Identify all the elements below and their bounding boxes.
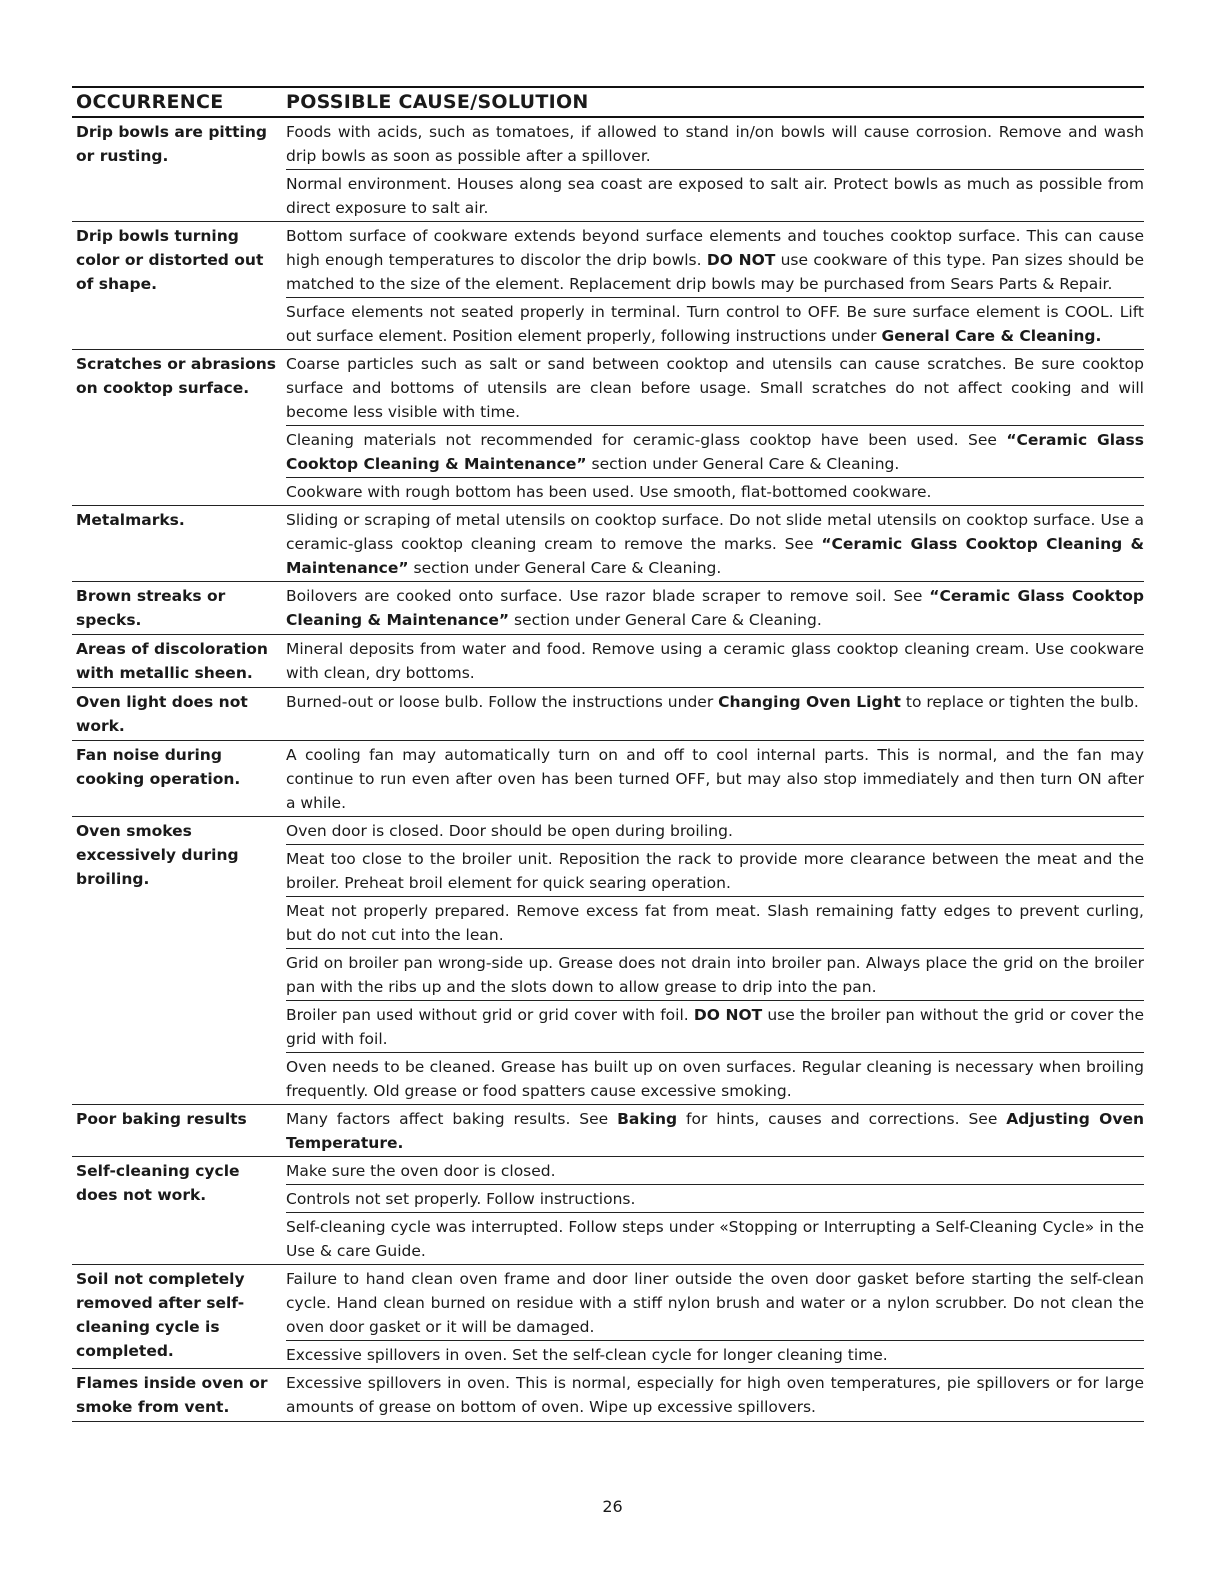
solutions-cell [286, 817, 1144, 1104]
emphasis-text: “Ceramic Glass Cooktop Cleaning & Maintenance” [286, 587, 1144, 629]
solution-segment: section under General Care & Cleaning. [408, 559, 722, 577]
solution-segment: Burned-out or loose bulb. Follow the instructions under [286, 693, 719, 711]
solution-text [286, 897, 1144, 949]
table-row [72, 118, 1144, 222]
solution-segment: to replace or tighten the bulb. [900, 693, 1139, 711]
table-row [72, 1105, 1144, 1157]
solution-segment: Sliding or scraping of metal utensils on cooktop surface. Do not slide metal utensils on cooktop surface. Use a ceramic-glass cooktop cleaning cream to remove the marks. See [286, 511, 1144, 553]
solutions-cell [286, 1369, 1144, 1421]
solutions-cell [286, 1157, 1144, 1264]
solution-segment: use cookware of this type. Pan sizes should be matched to the size of the element. Replacement drip bowls may be purchased from Sears Parts & Repair. [286, 251, 1145, 293]
solution-segment: Self-cleaning cycle was interrupted. Follow steps under «Stopping or Interrupting a Self-Cleaning Cycle» in the Use & care Guide. [286, 1218, 1144, 1260]
solution-text [286, 949, 1144, 1001]
emphasis-text: DO NOT [693, 1006, 763, 1024]
solution-segment: Surface elements not seated properly in terminal. Turn control to OFF. Be sure surface element is COOL. Lift out surface element. Position element properly, following instructions under [286, 303, 1144, 345]
solution-text [286, 741, 1144, 816]
occurrence-header: OCCURRENCE [76, 91, 224, 113]
occurrence-cell: Flames inside oven or smoke from vent. [76, 1374, 268, 1416]
table-header [72, 86, 1144, 118]
solution-text [286, 1185, 1144, 1213]
solution-segment: Foods with acids, such as tomatoes, if allowed to stand in/on bowls will cause corrosion. Remove and wash drip bowls as soon as possible after a spillover. [286, 123, 1144, 165]
table-row [72, 1265, 1144, 1369]
solution-segment: Excessive spillovers in oven. This is normal, especially for high oven temperatures, pie spillovers or for large amounts of grease on bottom of oven. Wipe up excessive spillovers. [286, 1374, 1144, 1416]
page-number: 26 [602, 1497, 623, 1516]
solution-segment: A cooling fan may automatically turn on and off to cool internal parts. This is normal, and the fan may continue to run even after oven has been turned OFF, but may also stop immediately and then turn ON after a while. [286, 746, 1144, 812]
solution-text [286, 1001, 1144, 1053]
solution-segment: Meat not properly prepared. Remove excess fat from meat. Slash remaining fatty edges to prevent curling, but do not cut into the lean. [286, 902, 1144, 944]
solution-text [286, 426, 1144, 478]
solution-text [286, 350, 1144, 426]
solution-text [286, 817, 1144, 845]
occurrence-cell: Drip bowls turning color or distorted out of shape. [76, 227, 264, 293]
occurrence-cell: Scratches or abrasions on cooktop surface. [76, 355, 277, 397]
emphasis-text: DO NOT [706, 251, 776, 269]
solution-segment: Meat too close to the broiler unit. Reposition the rack to provide more clearance between the meat and the broiler. Preheat broil element for quick searing operation. [286, 850, 1144, 892]
occurrence-cell: Poor baking results [76, 1110, 247, 1128]
solution-segment: Coarse particles such as salt or sand between cooktop and utensils can cause scratches. Be sure cooktop surface and bottoms of utensils are clean before usage. Small scratches do not affect cooking and will become less visible with time. [286, 355, 1144, 421]
solution-segment: Cookware with rough bottom has been used. Use smooth, flat-bottomed cookware. [286, 483, 932, 501]
troubleshooting-table [72, 86, 1144, 1422]
occurrence-cell: Oven light does not work. [76, 693, 248, 735]
solution-text [286, 298, 1144, 349]
solution-segment: Oven needs to be cleaned. Grease has built up on oven surfaces. Regular cleaning is necessary when broiling frequently. Old grease or food spatters cause excessive smoking. [286, 1058, 1144, 1100]
solution-segment: Bottom surface of cookware extends beyond surface elements and touches cooktop surface. This can cause high enough temperatures to discolor the drip bowls. [286, 227, 1144, 269]
occurrence-cell: Areas of discoloration with metallic sheen. [76, 640, 268, 682]
occurrence-cell: Drip bowls are pitting or rusting. [76, 123, 267, 165]
table-body [72, 118, 1144, 1422]
emphasis-text: Adjusting Oven Temperature. [286, 1110, 1144, 1152]
solutions-cell [286, 635, 1144, 687]
table-row [72, 817, 1144, 1105]
solution-segment: Controls not set properly. Follow instructions. [286, 1190, 636, 1208]
solutions-cell [286, 741, 1144, 816]
table-row [72, 688, 1144, 741]
emphasis-text: “Ceramic Glass Cooktop Cleaning & Maintenance” [286, 535, 1144, 577]
solution-segment: Make sure the oven door is closed. [286, 1162, 556, 1180]
emphasis-text: Changing Oven Light [718, 693, 901, 711]
solution-segment: use the broiler pan without the grid or cover the grid with foil. [286, 1006, 1144, 1048]
solution-segment: Normal environment. Houses along sea coast are exposed to salt air. Protect bowls as much as possible from direct exposure to salt air. [286, 175, 1144, 217]
solution-segment: Cleaning materials not recommended for ceramic-glass cooktop have been used. See [286, 431, 1007, 449]
solution-segment: Excessive spillovers in oven. Set the self-clean cycle for longer cleaning time. [286, 1346, 888, 1364]
solutions-cell [286, 1265, 1144, 1368]
table-row [72, 741, 1144, 817]
solutions-cell [286, 118, 1144, 221]
solution-text [286, 1369, 1144, 1420]
solution-text [286, 845, 1144, 897]
emphasis-text: “Ceramic Glass Cooktop Cleaning & Maintenance” [286, 431, 1144, 473]
solution-segment: section under General Care & Cleaning. [586, 455, 900, 473]
solution-segment: Broiler pan used without grid or grid cover with foil. [286, 1006, 694, 1024]
table-row [72, 222, 1144, 350]
solutions-cell [286, 582, 1144, 634]
solutions-cell [286, 1105, 1144, 1156]
solution-text [286, 478, 1144, 505]
table-row [72, 635, 1144, 688]
solution-segment: Failure to hand clean oven frame and door liner outside the oven door gasket before starting the self-clean cycle. Hand clean burned on residue with a stiff nylon brush and water or a nylon scrubber. Do not clean the oven door gasket or it will be damaged. [286, 1270, 1144, 1336]
solution-segment: Grid on broiler pan wrong-side up. Grease does not drain into broiler pan. Always place the grid on the broiler pan with the ribs up and the slots down to allow grease to drip into the pan. [286, 954, 1144, 996]
solution-segment: for hints, causes and corrections. See [677, 1110, 1007, 1128]
solution-segment: Mineral deposits from water and food. Remove using a ceramic glass cooktop cleaning cream. Use cookware with clean, dry bottoms. [286, 640, 1144, 682]
emphasis-text: General Care & Cleaning. [881, 327, 1102, 345]
table-row [72, 582, 1144, 635]
solution-segment: section under General Care & Cleaning. [509, 611, 822, 629]
table-row [72, 506, 1144, 582]
solutions-cell [286, 350, 1144, 505]
table-row [72, 350, 1144, 506]
occurrence-cell: Fan noise during cooking operation. [76, 746, 241, 788]
solution-text [286, 1341, 1144, 1368]
solution-text [286, 1157, 1144, 1185]
occurrence-cell: Soil not completely removed after self-cleaning cycle is completed. [76, 1270, 245, 1360]
solution-text [286, 222, 1144, 298]
solution-text [286, 506, 1144, 581]
table-row [72, 1369, 1144, 1422]
solution-text [286, 1105, 1144, 1156]
solution-text [286, 118, 1144, 170]
solutions-cell [286, 688, 1144, 740]
solution-text [286, 582, 1144, 633]
table-row [72, 1157, 1144, 1265]
solution-segment: Oven door is closed. Door should be open during broiling. [286, 822, 733, 840]
solution-header: POSSIBLE CAUSE/SOLUTION [286, 91, 589, 113]
solutions-cell [286, 506, 1144, 581]
solution-text [286, 1265, 1144, 1341]
solution-text [286, 635, 1144, 686]
emphasis-text: Baking [617, 1110, 678, 1128]
solutions-cell [286, 222, 1144, 349]
occurrence-cell: Metalmarks. [76, 511, 185, 529]
occurrence-cell: Self-cleaning cycle does not work. [76, 1162, 240, 1204]
solution-segment: Boilovers are cooked onto surface. Use razor blade scraper to remove soil. See [286, 587, 930, 605]
occurrence-cell: Oven smokes excessively during broiling. [76, 822, 239, 888]
occurrence-cell: Brown streaks or specks. [76, 587, 226, 629]
solution-text [286, 170, 1144, 221]
solution-text [286, 1053, 1144, 1104]
solution-segment: Many factors affect baking results. See [286, 1110, 618, 1128]
solution-text [286, 1213, 1144, 1264]
solution-text [286, 688, 1144, 715]
